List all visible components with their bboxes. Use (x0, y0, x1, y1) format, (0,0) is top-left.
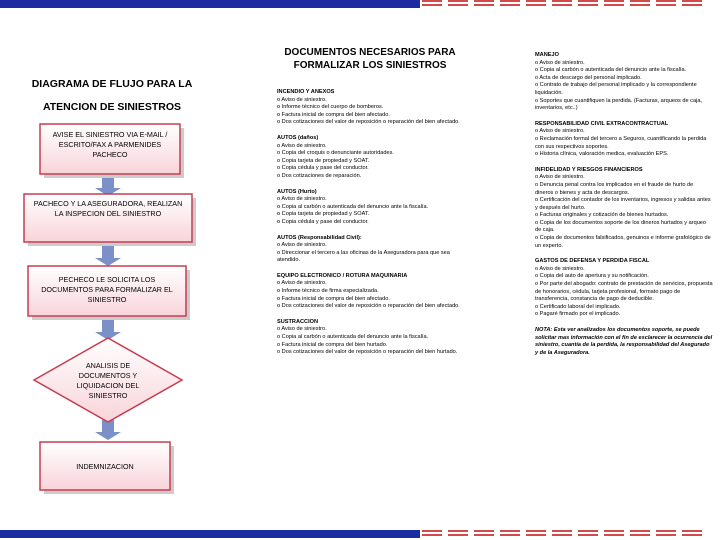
section-heading: RESPONSABILIDAD CIVIL EXTRACONTRACTUAL (535, 120, 669, 127)
docs-title: DOCUMENTOS NECESARIOS PARA FORMALIZAR LOS SINIESTROS (284, 47, 456, 71)
docs-note: NOTA: Esta ver analizados los documentos soporte, se puede solicitar mas información con el fin de esclarecer la ocurrencia del siniestro, cuantía de la perdida, la responsabilidad del Asegurado y de la Aseguradora. (535, 327, 713, 356)
list-item: o Aviso de siniestro. (277, 142, 327, 149)
section-heading: AUTOS (Responsabilidad Civil): (277, 234, 362, 241)
list-item: o Aviso de siniestro. (277, 326, 327, 333)
list-item: o Copia tarjeta de propiedad y SOAT. (277, 211, 370, 218)
list-item: o Dos cotizaciones del valor de reposición o reparación del bien afectado. (277, 119, 460, 126)
flow-title-line2: ATENCION DE SINIESTROS (42, 101, 182, 113)
section-autos-danos (277, 135, 468, 181)
section-heading: MANEJO (535, 52, 559, 58)
list-item: o Factura inicial de compra del bien afectado. (277, 295, 390, 302)
list-item: o Denuncia penal contra los implicados en el fraude de hurto de dineros o bienes y acta de descargos. (535, 181, 694, 196)
step-text-1: AVISE EL SINIESTRO VIA E-MAIL / ESCRITO/FAX A PARMENIDES PACHECO (52, 130, 168, 159)
list-item: o Dos cotizaciones del valor de reposición o reparación del bien hurtado. (277, 349, 458, 356)
list-item: o Historia clínica, valoración medica, evaluación EPS. (535, 151, 669, 158)
list-item: o Copia de los documentos soporte de los dineros hurtados y arqueo de caja. (535, 219, 707, 234)
step-text-4: ANALISIS DE DOCUMENTOS Y LIQUIDACION DEL SINIESTRO (76, 361, 140, 400)
list-item: o Aviso de siniestro. (277, 242, 327, 249)
arrow-shaft-2 (102, 244, 114, 260)
list-item: o Facturas originales y cotización de bienes hurtados. (535, 212, 669, 219)
section-rce (535, 121, 713, 159)
list-item: o Contrato de trabajo del personal implicado y la correspondiente liquidación. (535, 82, 697, 96)
step-text-3: PECHECO LE SOLICITA LOS DOCUMENTOS PARA FORMALIZAR EL SINIESTRO (41, 275, 173, 304)
section-heading: INCENDIO Y ANEXOS (277, 89, 335, 95)
list-item: o Dos cotizaciones de reparación. (277, 172, 362, 179)
list-item: o Dos cotizaciones del valor de reposición o reparación del bien afectado. (277, 303, 460, 310)
section-manejo (535, 52, 713, 113)
list-item: o Informe técnico del cuerpo de bomberos. (277, 104, 384, 111)
arrow-head-4 (95, 432, 121, 440)
list-item: o Copia al carbón o autenticada del denuncio ante la fiscalía. (277, 334, 429, 341)
list-item: o Aviso de siniestro. (277, 96, 327, 103)
section-infidelidad (535, 167, 713, 251)
list-item: o Copia tarjeta de propiedad y SOAT. (277, 157, 370, 164)
list-item: o Copia al carbón o autenticada del denuncio ante la fiscalía. (535, 67, 687, 74)
section-heading: AUTOS (Hurto) (277, 188, 317, 195)
list-item: o Aviso de siniestro. (535, 174, 585, 181)
arrow-shaft-1 (102, 176, 114, 190)
list-item: o Aviso de siniestro. (277, 280, 327, 287)
section-equipo-electronico (277, 273, 468, 311)
section-gastos-defensa (535, 258, 713, 319)
step-text-5: INDEMNIZACION (76, 462, 134, 471)
section-incendio (277, 89, 468, 127)
list-item: o Informe técnico de firma especializada. (277, 288, 379, 295)
list-item: o Soportes que cuantifiquen la perdida. (Facturas, arqueos de caja, inventarios, etc..) (535, 97, 702, 112)
list-item: o Copia del auto de apertura y su notificación. (535, 273, 649, 280)
step-text-2: PACHECO Y LA ASEGURADORA, REALIZAN LA INSPECION DEL SINIESTRO (33, 199, 183, 218)
flow-title-line1: DIAGRAMA DE FLUJO PARA LA (31, 78, 193, 90)
arrow-head-2 (95, 258, 121, 266)
list-item: o Aviso de siniestro. (535, 265, 585, 272)
arrow-shaft-3 (102, 318, 114, 334)
list-item: o Aviso de siniestro. (277, 196, 327, 203)
list-item: o Direccionar el tercero a las oficinas de la Aseguradora para que sea atendido. (277, 249, 450, 264)
list-item: o Copia al carbón o autenticada del denuncio ante la fiscalía. (277, 203, 429, 210)
list-item: o Por parte del abogado: contrato de prestación de servicios, propuesta de honorarios, cédula, tarjeta profesional, formato pago de transferencia, constancia de pago de deducible. (535, 281, 713, 303)
list-item: o Acta de descargo del personal implicado. (535, 74, 642, 81)
section-heading: GASTOS DE DEFENSA Y PERDIDA FISCAL (535, 258, 650, 265)
section-heading: INFIDELIDAD Y RIESGOS FINANCIEROS (535, 166, 643, 173)
section-heading: SUSTRACCION (277, 318, 319, 325)
list-item: o Copia cédula y pase del conductor. (277, 218, 369, 225)
flowchart-shapes (0, 0, 230, 540)
list-item: o Aviso de siniestro. (535, 128, 585, 135)
section-autos-hurto (277, 189, 468, 227)
section-sustraccion (277, 319, 468, 357)
list-item: o Copia de documentos falsificados, genuinos e informe grafológico de un experto. (535, 235, 711, 249)
list-item: o Aviso de siniestro. (535, 59, 585, 66)
section-autos-rc (277, 235, 468, 265)
list-item: o Factura inicial de compra del bien afectado. (277, 111, 390, 118)
section-heading: EQUIPO ELECTRONICO / ROTURA MAQUINARIA (277, 272, 408, 279)
list-item: o Certificado laboral del implicado. (535, 303, 621, 310)
list-item: o Factura inicial de compra del bien hurtado. (277, 341, 388, 348)
list-item: o Copia cédula y pase del conductor. (277, 165, 369, 172)
list-item: o Pagaré firmado por el implicado. (535, 311, 621, 318)
docs-column-2 (535, 52, 713, 357)
section-heading: AUTOS (daños) (277, 134, 319, 141)
list-item: o Copia del croquis o denunciante autoridades. (277, 150, 394, 157)
docs-column-1 (277, 89, 468, 357)
list-item: o Reclamación formal del tercero a Seguros, cuantificando la perdida con sus respectivos soportes. (535, 135, 707, 150)
list-item: o Certificación del contador de los inventarios, ingresos y salidas antes y después del hurto. (535, 197, 711, 211)
